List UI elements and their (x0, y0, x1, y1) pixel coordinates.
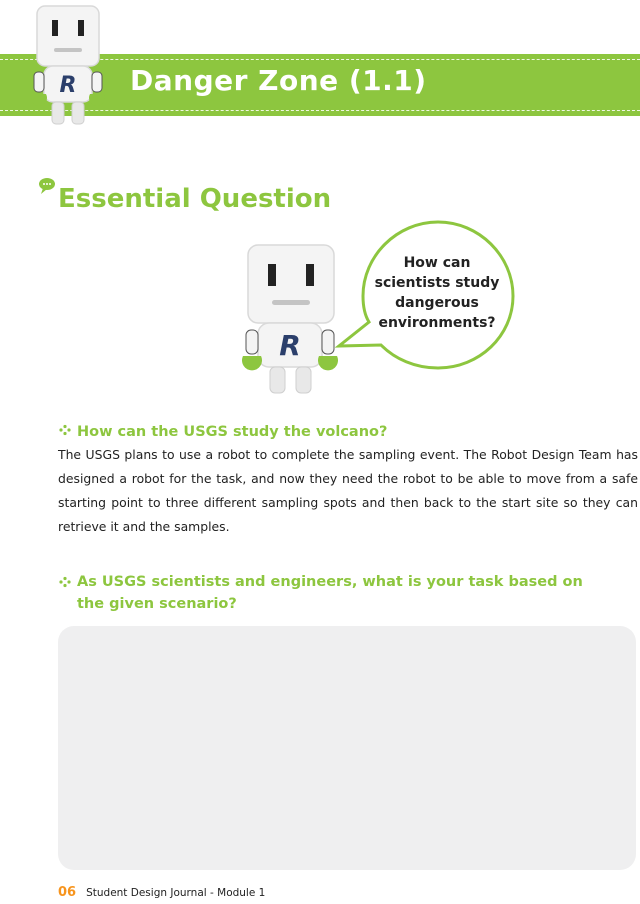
speech-bubble-text: How can scientists study dangerous environments? (374, 255, 500, 331)
footer-label: Student Design Journal - Module 1 (86, 887, 266, 899)
svg-text:R: R (279, 329, 301, 362)
essential-question-title: Essential Question (58, 184, 332, 214)
section-heading: As USGS scientists and engineers, what is your task based on the given scenario? (58, 571, 598, 615)
answer-box[interactable] (58, 626, 636, 870)
scenario-paragraph: The USGS plans to use a robot to complete the sampling event. The Robot Design Team has designed a robot for the task, and now they need the robot to be able to move from a safe starting point to three different sampling spots and then back to the start site so they can retrieve it and the samples. (58, 447, 638, 534)
speech-bubble-icon (38, 177, 58, 195)
footer (58, 885, 265, 900)
svg-text:R: R (59, 73, 77, 98)
robot-mascot-icon (28, 4, 108, 132)
dots-icon (58, 424, 72, 436)
page-number: 06 (58, 885, 77, 900)
robot-mascot-icon (240, 240, 340, 400)
page-title: Danger Zone (1.1) (130, 64, 427, 97)
section-heading: How can the USGS study the volcano? (58, 421, 387, 443)
dots-icon (58, 576, 72, 588)
